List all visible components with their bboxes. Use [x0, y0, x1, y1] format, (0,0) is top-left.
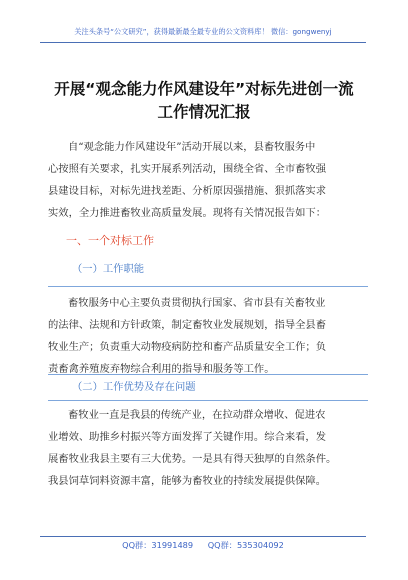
subsection-heading-2: （二）工作优势及存在问题 — [72, 381, 196, 393]
footer-qq-group-1: QQ群：31991489 — [122, 540, 194, 550]
intro-line: 实效，全力推进畜牧业高质量发展。现将有关情况报告如下： — [48, 207, 327, 219]
subsection-heading-1: （一）工作职能 — [72, 263, 145, 275]
intro-paragraph — [48, 136, 368, 224]
duties-line: 牧业生产；负责重大动物疫病防控和畜产品质量安全工作；负 — [48, 341, 327, 353]
advantages-line: 我县饲草饲料资源丰富，能够为畜牧业的持续发展提供保障。 — [48, 475, 327, 487]
title-line-1: 开展“观念能力作风建设年”对标先进创一流 — [54, 80, 354, 98]
advantages-line: 展畜牧业我县主要有三大优势。一是具有得天独厚的自然条件。 — [48, 453, 337, 465]
advantages-line: 业增效、助推乡村振兴等方面发挥了关键作用。综合来看，发 — [48, 431, 327, 443]
subsection-divider — [48, 286, 368, 287]
duties-paragraph — [48, 292, 368, 380]
subsection-divider — [48, 400, 368, 401]
title-line-2: 工作情况汇报 — [157, 103, 251, 121]
intro-line: 县建设目标，对标先进找差距、分析原因强措施、狠抓落实求 — [48, 185, 327, 197]
duties-line: 畜牧服务中心主要负责贯彻执行国家、省市县有关畜牧业 — [68, 297, 326, 309]
intro-line: 自“观念能力作风建设年”活动开展以来，县畜牧服务中 — [68, 141, 316, 153]
subsection-divider — [48, 374, 368, 375]
page-footer — [40, 536, 366, 553]
duties-line: 的法律、法规和方针政策，制定畜牧业发展规划，指导全县畜 — [48, 319, 327, 331]
advantages-line: 畜牧业一直是我县的传统产业，在拉动群众增收、促进农 — [68, 409, 326, 421]
intro-line: 心按照有关要求，扎实开展系列活动，围绕全省、全市畜牧强 — [48, 163, 327, 175]
duties-line: 责畜禽养殖废弃物综合利用的指导和服务等工作。 — [48, 363, 275, 375]
advantages-paragraph — [48, 404, 368, 492]
section-heading-1: 一、一个对标工作 — [66, 234, 154, 247]
document-title — [30, 78, 378, 124]
footer-qq-group-2: QQ群：535304092 — [207, 540, 284, 550]
top-banner: 关注头条号“公文研究”，获得最新最全最专业的公文资料库！ 微信：gongwenyj — [40, 24, 366, 43]
